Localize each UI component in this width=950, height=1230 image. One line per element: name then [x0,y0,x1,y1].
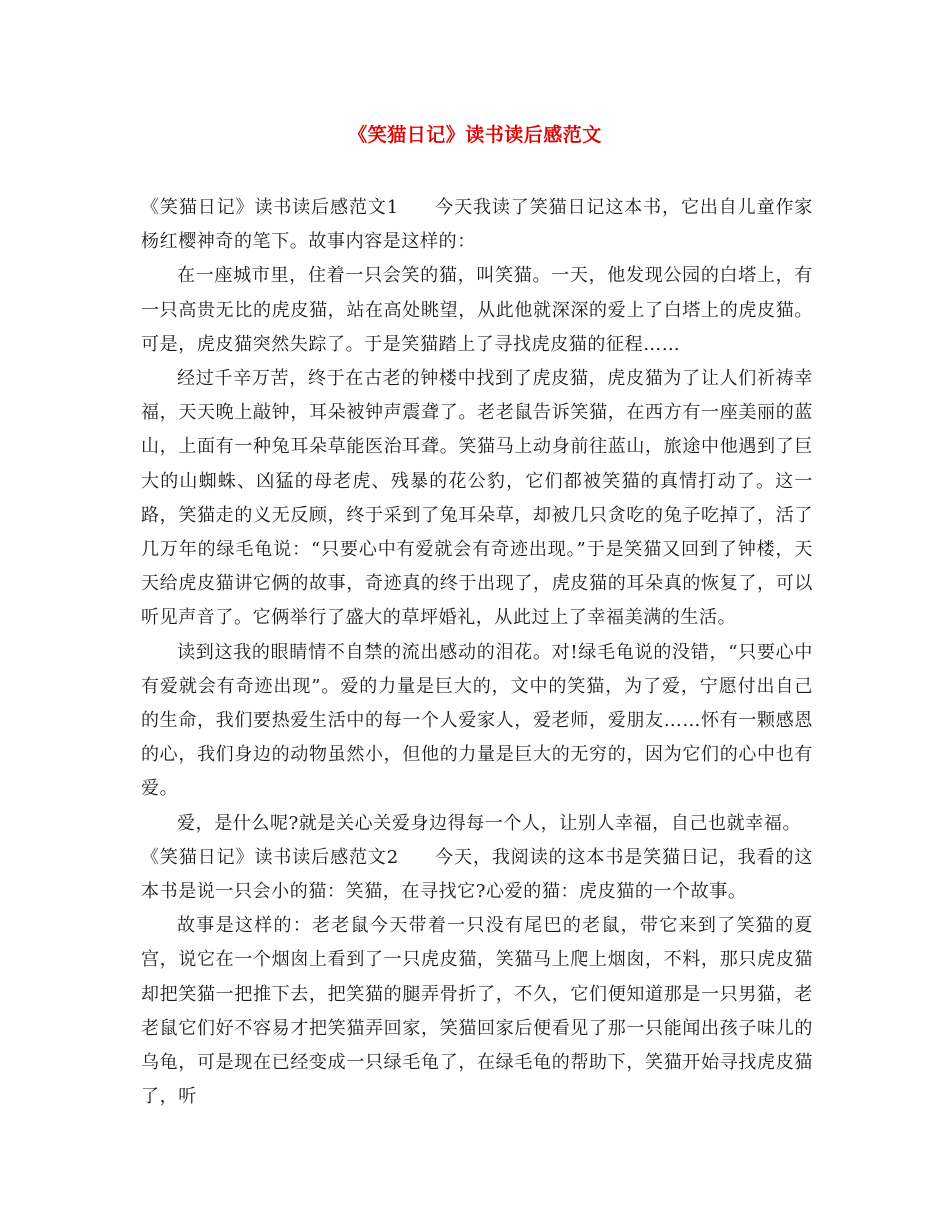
section-heading: 《笑猫日记》读书读后感范文2 [141,846,399,868]
paragraph: 在一座城市里，住着一只会笑的猫，叫笑猫。一天，他发现公园的白塔上，有一只高贵无比的虎皮猫，站在高处眺望，从此他就深深的爱上了白塔上的虎皮猫。可是，虎皮猫突然失踪了。于是笑猫踏上了寻找虎皮猫的征程…… [141,265,813,355]
paragraph: 读到这我的眼睛情不自禁的流出感动的泪花。对!绿毛龟说的没错，“只要心中有爱就会有奇迹出现”。爱的力量是巨大的，文中的笑猫，为了爱，宁愿付出自己的生命，我们要热爱生活中的每一个人爱家人，爱老师，爱朋友……怀有一颗感恩的心，我们身边的动物虽然小，但他的力量是巨大的无穷的，因为它们的心中也有爱。 [141,641,813,800]
section-1-intro [141,191,813,259]
paragraph: 经过千辛万苦，终于在古老的钟楼中找到了虎皮猫，虎皮猫为了让人们祈祷幸福，天天晚上敲钟，耳朵被钟声震聋了。老老鼠告诉笑猫，在西方有一座美丽的蓝山，上面有一种兔耳朵草能医治耳聋。笑猫马上动身前往蓝山，旅途中他遇到了巨大的山蜘蛛、凶猛的母老虎、残暴的花公豹，它们都被笑猫的真情打动了。这一路，笑猫走的义无反顾，终于采到了兔耳朵草，却被几只贪吃的兔子吃掉了，活了几万年的绿毛龟说：“只要心中有爱就会有奇迹出现。”于是笑猫又回到了钟楼，天天给虎皮猫讲它俩的故事，奇迹真的终于出现了，虎皮猫的耳朵真的恢复了，可以听见声音了。它俩举行了盛大的草坪婚礼，从此过上了幸福美满的生活。 [141,368,813,629]
paragraph-text: 今天我读了笑猫日记这本书，它出自儿童作家杨红樱神奇的笔下。故事内容是这样的： [141,197,814,253]
paragraph: 爱，是什么呢?就是关心关爱身边得每一个人，让别人幸福，自己也就幸福。 [177,812,802,834]
paragraph: 故事是这样的：老老鼠今天带着一只没有尾巴的老鼠，带它来到了笑猫的夏宫，说它在一个烟囱上看到了一只虎皮猫，笑猫马上爬上烟囱，不料，那只虎皮猫却把笑猫一把推下去，把笑猫的腿弄骨折了，不久，它们便知道那是一只男猫，老老鼠它们好不容易才把笑猫弄回家，笑猫回家后便看见了那一只能闻出孩子味儿的乌龟，可是现在已经变成一只绿毛龟了，在绿毛龟的帮助下，笑猫开始寻找虎皮猫了，听 [141,915,813,1108]
paragraph-text: 今天，我阅读的这本书是笑猫日记，我看的这本书是说一只会小的猫：笑猫，在寻找它?心爱的猫：虎皮猫的一个故事。 [141,846,814,903]
document-title: 《笑猫日记》读书读后感范文 [348,124,602,146]
section-2-intro [141,841,813,909]
document-body [141,191,813,1114]
section-heading: 《笑猫日记》读书读后感范文1 [141,197,399,218]
